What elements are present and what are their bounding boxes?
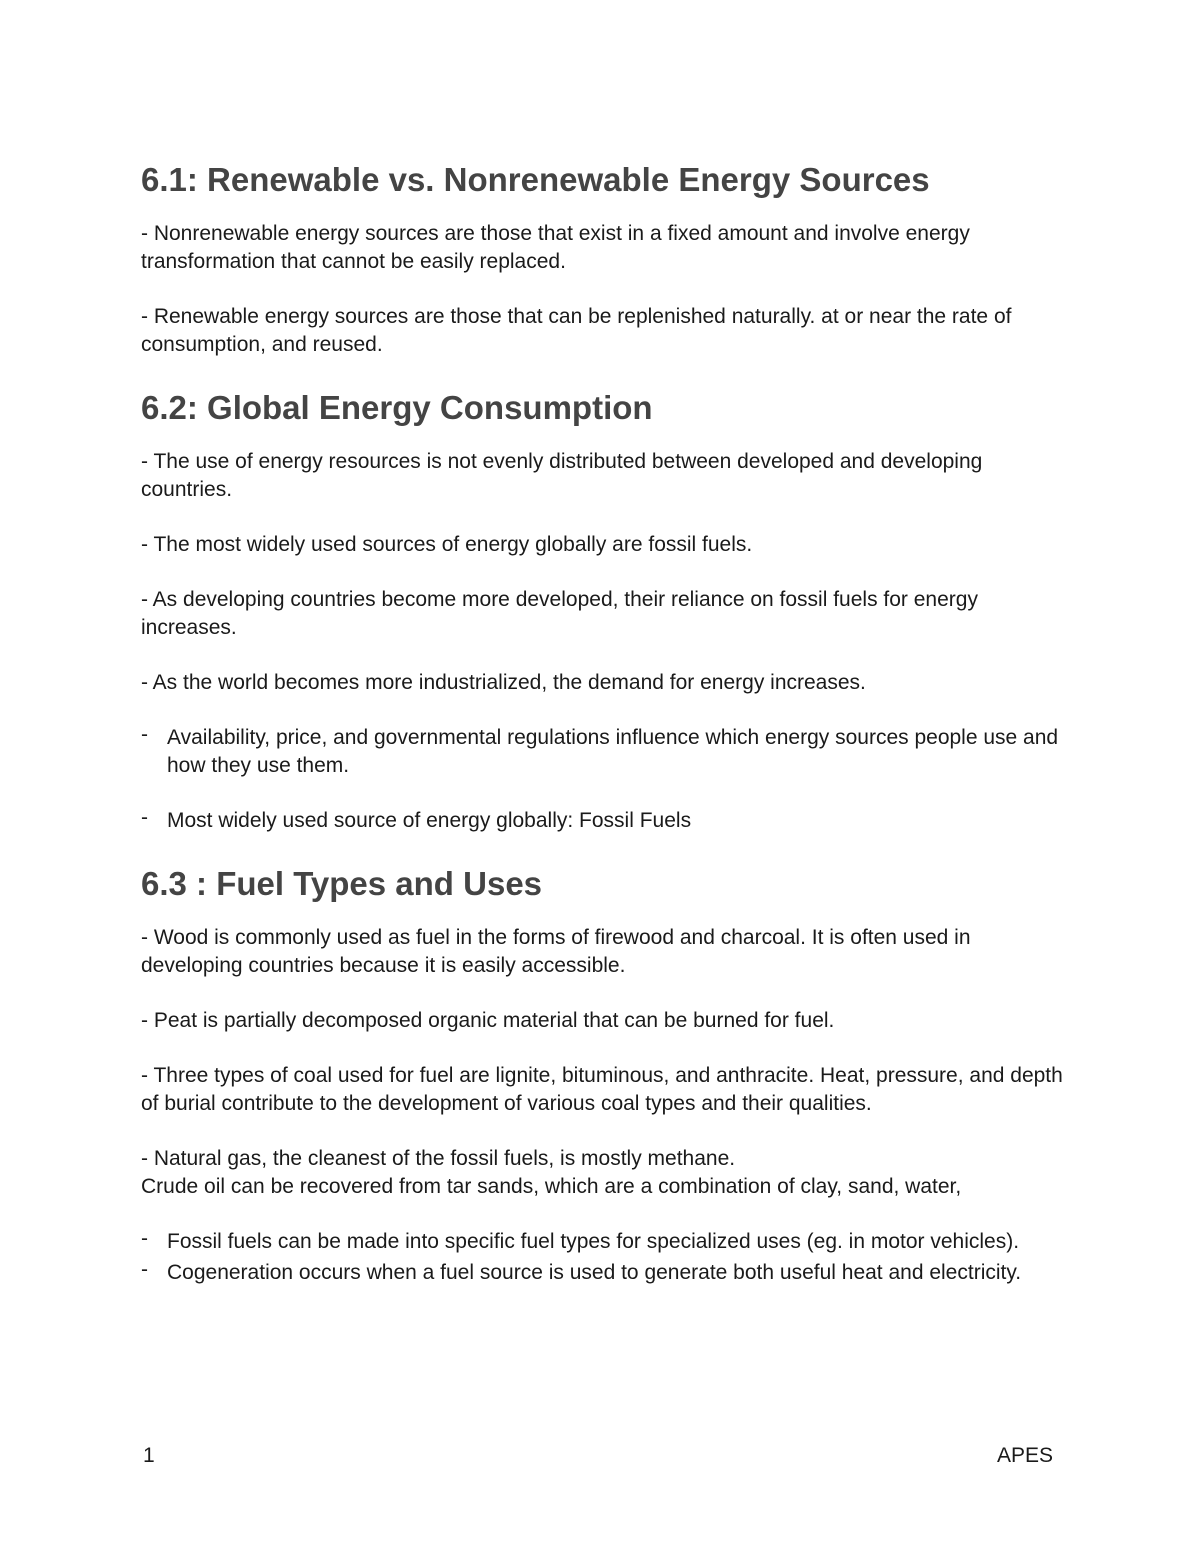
- bullet-text: Availability, price, and governmental regulations influence which energy sources people use and how they use them.: [167, 726, 1059, 777]
- section-heading-6-3: 6.3 : Fuel Types and Uses: [141, 865, 543, 902]
- bullet-marker: -: [141, 806, 148, 829]
- bullet-fossil-fuel-types: [141, 1228, 1071, 1256]
- paragraph-renewable-definition: - Renewable energy sources are those that can be replenished naturally. at or near the rate of consumption, and reused.: [141, 305, 1012, 356]
- bullet-most-used-source: [141, 807, 1071, 835]
- paragraph-crude-oil: Crude oil can be recovered from tar sands, which are a combination of clay, sand, water,: [141, 1175, 962, 1198]
- paragraph-coal: - Three types of coal used for fuel are lignite, bituminous, and anthracite. Heat, pressure, and depth of burial contribute to the development of various coal types and their qualities.: [141, 1064, 1063, 1115]
- bullet-marker: -: [141, 1227, 148, 1250]
- bullet-text: Most widely used source of energy globally: Fossil Fuels: [167, 809, 692, 832]
- section-heading-6-2: 6.2: Global Energy Consumption: [141, 389, 653, 426]
- paragraph-peat: - Peat is partially decomposed organic material that can be burned for fuel.: [141, 1009, 835, 1032]
- paragraph-natural-gas: - Natural gas, the cleanest of the fossil fuels, is mostly methane.: [141, 1147, 736, 1170]
- paragraph-fossil-fuels-most-used: - The most widely used sources of energy globally are fossil fuels.: [141, 533, 753, 556]
- bullet-marker: -: [141, 723, 148, 746]
- bullet-availability-price: [141, 724, 1071, 780]
- paragraph-wood: - Wood is commonly used as fuel in the forms of firewood and charcoal. It is often used in developing countries because it is easily accessible.: [141, 926, 971, 977]
- paragraph-developing-reliance: - As developing countries become more developed, their reliance on fossil fuels for energy increases.: [141, 588, 978, 639]
- footer-course-label: APES: [997, 1444, 1054, 1467]
- bullet-marker: -: [141, 1258, 148, 1281]
- bullet-text: Cogeneration occurs when a fuel source is used to generate both useful heat and electricity.: [167, 1261, 1022, 1284]
- section-heading-6-1: 6.1: Renewable vs. Nonrenewable Energy Sources: [141, 161, 930, 198]
- footer-page-number: 1: [143, 1444, 155, 1467]
- bullet-cogeneration: [141, 1259, 1071, 1287]
- paragraph-nonrenewable-definition: - Nonrenewable energy sources are those that exist in a fixed amount and involve energy transformation that cannot be easily replaced.: [141, 222, 970, 273]
- bullet-text: Fossil fuels can be made into specific fuel types for specialized uses (eg. in motor vehicles).: [167, 1230, 1020, 1253]
- paragraph-industrialization-demand: - As the world becomes more industrialized, the demand for energy increases.: [141, 671, 866, 694]
- document-body: [141, 158, 1071, 1314]
- paragraph-uneven-distribution: - The use of energy resources is not evenly distributed between developed and developing countries.: [141, 450, 983, 501]
